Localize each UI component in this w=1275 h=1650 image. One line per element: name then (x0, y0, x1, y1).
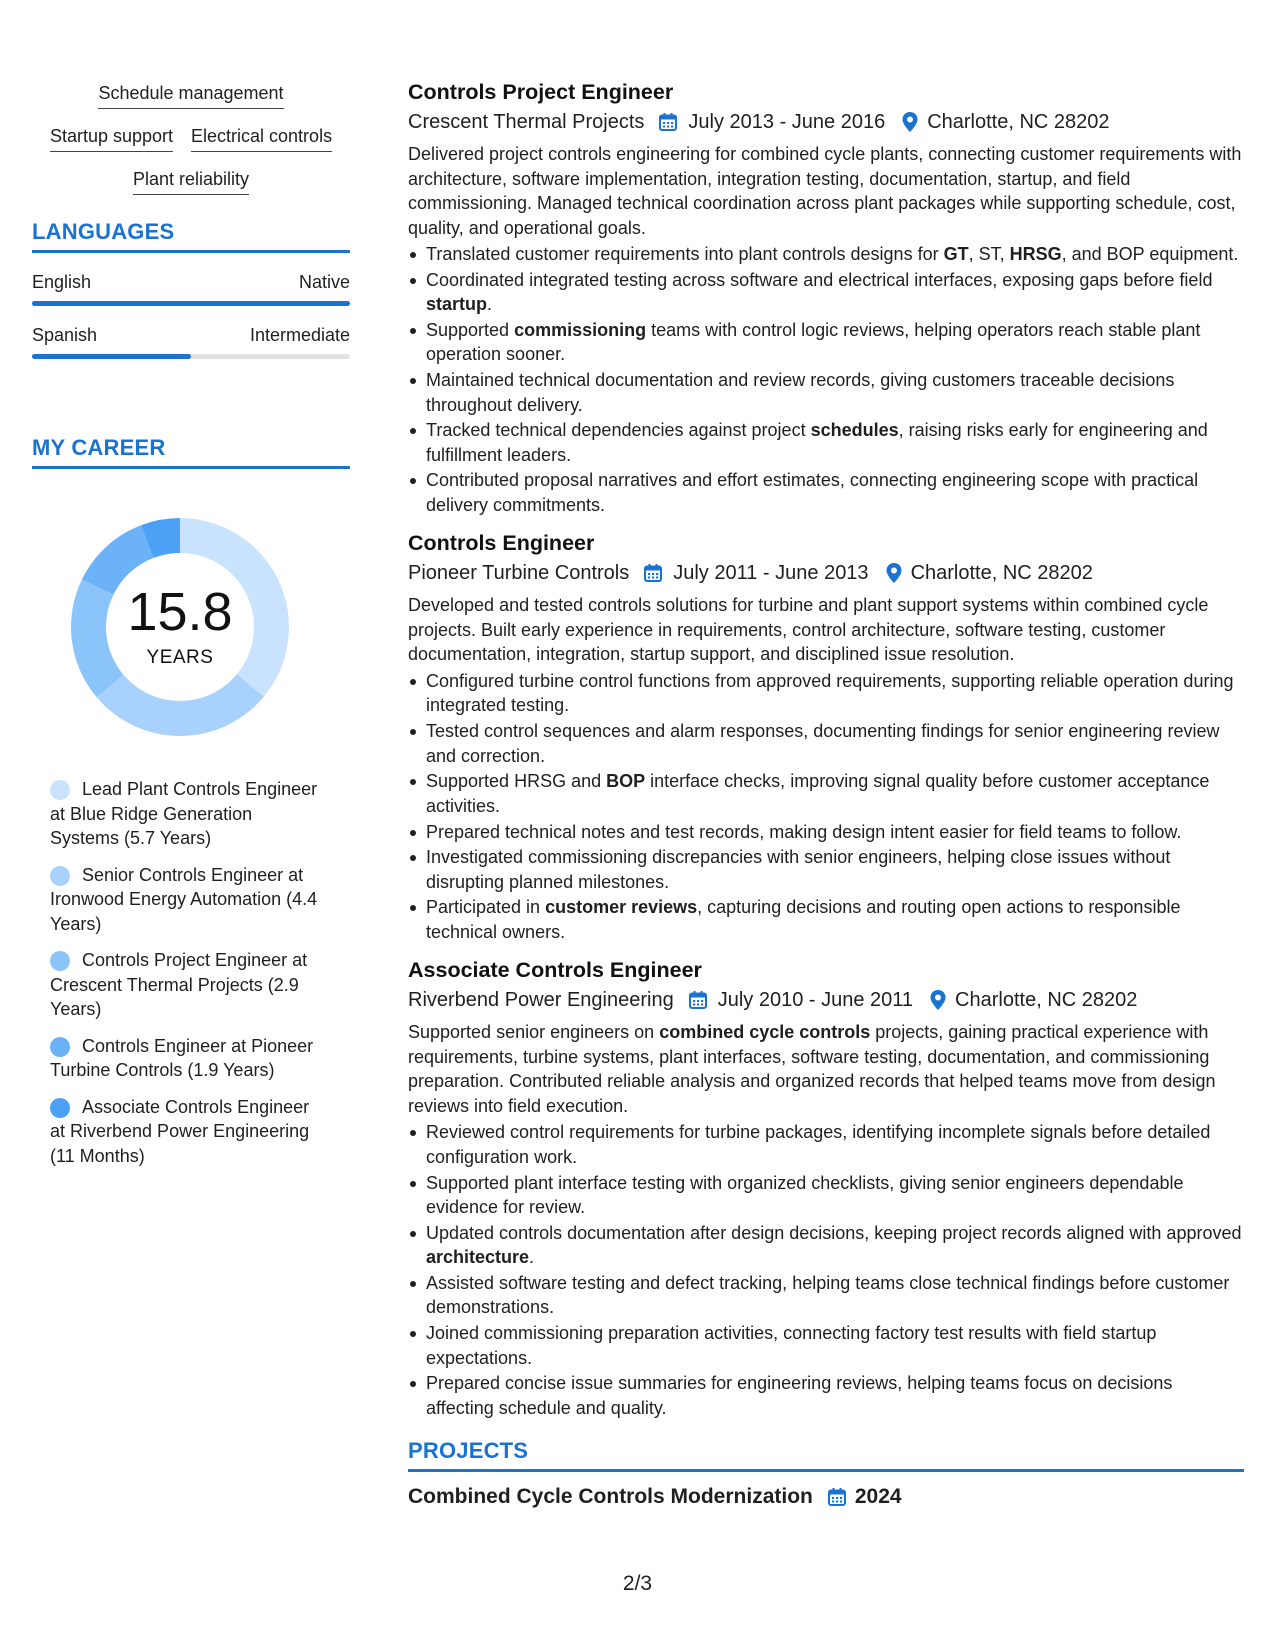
job-bullet: Joined commissioning preparation activities, connecting factory test results with field startup expectations. (408, 1321, 1244, 1370)
job-bullet: Translated customer requirements into plant controls designs for GT, ST, HRSG, and BOP equipment. (408, 242, 1244, 267)
languages-section (32, 219, 350, 359)
job-company: Riverbend Power Engineering (408, 989, 674, 1012)
job-title: Controls Engineer (408, 531, 595, 556)
job-bullet: Supported HRSG and BOP interface checks, improving signal quality before customer acceptance activities. (408, 769, 1244, 818)
skills-list (32, 82, 350, 195)
language-level-bar (32, 354, 350, 359)
language-name: Spanish (32, 325, 98, 345)
legend-dot-icon (50, 951, 70, 971)
job-bullet: Prepared concise issue summaries for engineering reviews, helping teams focus on decisions affecting schedule and quality. (408, 1371, 1244, 1420)
career-legend (32, 777, 324, 1168)
job-bullet: Prepared technical notes and test records, making design intent easier for field teams to follow. (408, 820, 1244, 845)
job-entry (408, 529, 1244, 944)
career-heading: MY CAREER (32, 435, 350, 469)
job-dates: July 2010 - June 2011 (717, 989, 914, 1012)
languages-list (32, 271, 350, 359)
legend-dot-icon (50, 866, 70, 886)
career-legend-item (50, 777, 324, 851)
language-line (32, 271, 350, 293)
language-level: Native (298, 272, 350, 292)
job-description: Delivered project controls engineering for combined cycle plants, connecting customer requirements with architecture, software implementation, integration testing, documentation, startup, and field commissioning. Managed technical coordination across plant packages while supporting schedule, cost, quality, and operational goals. (408, 144, 1242, 238)
total-years-unit: YEARS (146, 647, 214, 668)
language-item (32, 324, 350, 359)
job-location: Charlotte, NC 28202 (927, 111, 1110, 133)
career-legend-text: Senior Controls Engineer at Ironwood Energy Automation (4.4 Years) (50, 864, 318, 934)
career-legend-text: Associate Controls Engineer at Riverbend Power Engineering (11 Months) (50, 1096, 310, 1166)
job-bullet: Contributed proposal narratives and effort estimates, connecting engineering scope with practical delivery commitments. (408, 468, 1244, 517)
skill-tag: Electrical controls (191, 125, 332, 152)
job-bullet: Maintained technical documentation and review records, giving customers traceable decisions throughout delivery. (408, 368, 1244, 417)
job-bullet: Updated controls documentation after design decisions, keeping project records aligned with approved architecture. (408, 1221, 1244, 1270)
donut-center (66, 513, 294, 741)
projects-heading: PROJECTS (408, 1438, 1244, 1472)
job-bullets (408, 242, 1244, 517)
skill-tag: Plant reliability (133, 168, 249, 195)
language-line (32, 324, 350, 346)
job-meta (408, 559, 1244, 587)
language-item (32, 271, 350, 306)
job-description: Developed and tested controls solutions for turbine and plant support systems within combined cycle projects. Built early experience in requirements, control architecture, software testing, customer documentation, integration, startup support, and disciplined issue resolution. (408, 595, 1209, 665)
project-year: 2024 (854, 1485, 902, 1509)
language-level: Intermediate (249, 325, 350, 345)
career-legend-item (50, 1095, 324, 1169)
job-description: Supported senior engineers on combined cycle controls projects, gaining practical experience with requirements, turbine systems, plant interfaces, software testing, documentation, and commissioning preparation. Contributed reliable analysis and organized records that helped teams move from design reviews into field execution. (408, 1022, 1216, 1116)
job-entry (408, 956, 1244, 1420)
legend-dot-icon (50, 780, 70, 800)
career-legend-item (50, 863, 324, 937)
job-meta (408, 986, 1244, 1014)
right-column (408, 78, 1244, 1510)
skill-row (32, 125, 350, 152)
job-location: Charlotte, NC 28202 (910, 562, 1093, 585)
calendar-icon (827, 1487, 847, 1507)
career-section (32, 435, 350, 1168)
languages-heading: LANGUAGES (32, 219, 350, 253)
career-donut-chart (66, 513, 294, 741)
job-bullet: Reviewed control requirements for turbine packages, identifying incomplete signals before detailed configuration work. (408, 1120, 1244, 1169)
career-legend-text: Controls Engineer at Pioneer Turbine Controls (1.9 Years) (50, 1035, 314, 1080)
skill-row (32, 168, 350, 195)
job-bullet: Supported plant interface testing with organized checklists, giving senior engineers dependable evidence for review. (408, 1171, 1244, 1220)
job-bullet: Tested control sequences and alarm responses, documenting findings for senior engineering review and correction. (408, 719, 1244, 768)
skill-tag: Schedule management (98, 82, 283, 109)
calendar-icon (658, 112, 678, 132)
career-legend-item (50, 1034, 324, 1083)
job-bullets (408, 1120, 1244, 1420)
skill-row (32, 82, 350, 109)
job-title: Controls Project Engineer (408, 80, 674, 104)
job-bullet: Participated in customer reviews, capturing decisions and routing open actions to responsible technical owners. (408, 895, 1244, 944)
calendar-icon (688, 990, 708, 1010)
language-level-fill (32, 301, 350, 306)
career-legend-text: Lead Plant Controls Engineer at Blue Ridge Generation Systems (5.7 Years) (50, 779, 318, 848)
job-bullet: Coordinated integrated testing across software and electrical interfaces, exposing gaps before field startup. (408, 268, 1244, 317)
job-bullet: Tracked technical dependencies against project schedules, raising risks early for engineering and fulfillment leaders. (408, 418, 1244, 467)
calendar-icon (643, 563, 663, 583)
job-bullet: Configured turbine control functions from approved requirements, supporting reliable operation during integrated testing. (408, 669, 1244, 718)
project-name: Combined Cycle Controls Modernization (408, 1485, 813, 1509)
career-legend-item (50, 948, 324, 1022)
language-name: English (32, 272, 92, 292)
job-bullet: Supported commissioning teams with control logic reviews, helping operators reach stable plant operation sooner. (408, 318, 1244, 367)
language-level-fill (32, 354, 191, 359)
map-pin-icon (929, 989, 947, 1011)
job-dates: July 2011 - June 2013 (673, 562, 869, 585)
job-bullet: Assisted software testing and defect tracking, helping teams close technical findings before customer demonstrations. (408, 1271, 1244, 1320)
projects-list (408, 1484, 1244, 1510)
projects-section (408, 1438, 1244, 1510)
job-bullet: Investigated commissioning discrepancies with senior engineers, helping close issues without disrupting planned milestones. (408, 845, 1244, 894)
map-pin-icon (901, 111, 919, 133)
legend-dot-icon (50, 1037, 70, 1057)
job-company: Crescent Thermal Projects (408, 111, 645, 133)
job-entry (408, 78, 1244, 517)
job-meta (408, 108, 1244, 136)
language-level-bar (32, 301, 350, 306)
job-bullets (408, 669, 1244, 944)
job-location: Charlotte, NC 28202 (955, 989, 1138, 1012)
skill-tag: Startup support (50, 125, 173, 152)
left-column (32, 82, 350, 1180)
experience-list (408, 78, 1244, 1420)
job-company: Pioneer Turbine Controls (408, 562, 630, 585)
project-item (408, 1484, 1244, 1510)
legend-dot-icon (50, 1098, 70, 1118)
page-number: 2/3 (622, 1572, 653, 1595)
career-legend-text: Controls Project Engineer at Crescent Thermal Projects (2.9 Years) (50, 950, 308, 1019)
total-years-value: 15.8 (127, 582, 233, 642)
map-pin-icon (885, 562, 903, 584)
job-title: Associate Controls Engineer (408, 958, 702, 983)
job-dates: July 2013 - June 2016 (688, 111, 886, 133)
